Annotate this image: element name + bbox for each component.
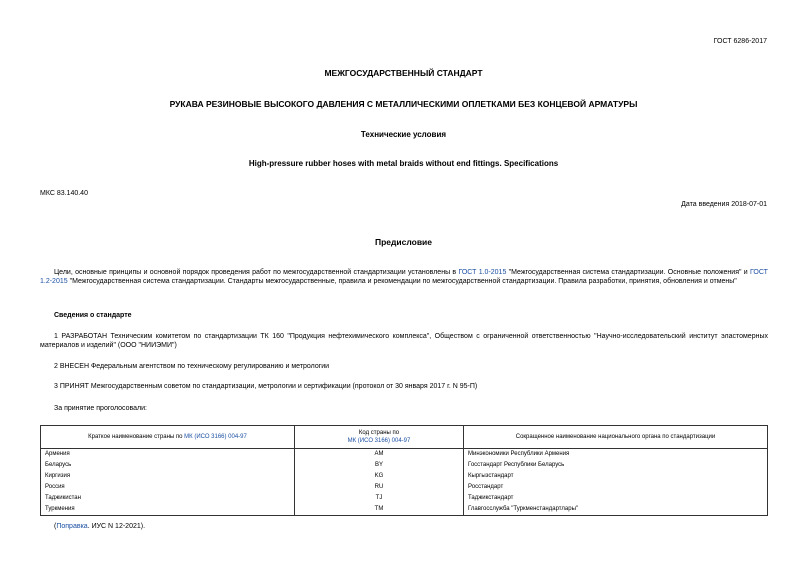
code-cell: TM	[295, 504, 464, 516]
country-cell: Беларусь	[41, 460, 295, 471]
amendment-note	[54, 522, 145, 531]
header-country-label: Краткое наименование страны по	[88, 433, 185, 440]
code-cell: RU	[295, 482, 464, 493]
code-cell: KG	[295, 471, 464, 482]
body-cell: Таджикстандарт	[464, 493, 768, 504]
title-ru: РУКАВА РЕЗИНОВЫЕ ВЫСОКОГО ДАВЛЕНИЯ С МЕТАЛЛИЧЕСКИМИ ОПЛЕТКАМИ БЕЗ КОНЦЕВОЙ АРМАТУРЫ	[169, 99, 638, 109]
doc-number: ГОСТ 6286-2017	[713, 38, 767, 45]
header-country	[41, 426, 295, 449]
header-code	[295, 426, 464, 449]
table-row	[41, 449, 768, 461]
intro-text-1: Цели, основные принципы и основной порядок проведения работ по межгосударственной стандартизации установлены в	[54, 269, 459, 276]
info-heading: Сведения о стандарте	[54, 312, 132, 319]
voting-table	[40, 425, 768, 516]
body-cell: Росстандарт	[464, 482, 768, 493]
mks-code: МКС 83.140.40	[40, 190, 88, 197]
intro-paragraph	[40, 268, 768, 287]
gost-1-2-link[interactable]: ГОСТ 1.2-2015	[40, 269, 768, 286]
amendment-rest: . ИУС N 12-2021).	[87, 523, 146, 530]
intro-date: Дата введения 2018-07-01	[681, 201, 767, 208]
mk-iso-link-1[interactable]: МК (ИСО 3166) 004-97	[184, 433, 247, 440]
foreword-heading: Предисловие	[374, 237, 433, 247]
country-cell: Туркмения	[41, 504, 295, 516]
country-cell: Таджикистан	[41, 493, 295, 504]
gost-1-0-link[interactable]: ГОСТ 1.0-2015	[458, 269, 507, 276]
header-body: Сокращенное наименование национального органа по стандартизации	[464, 426, 768, 449]
table-row	[41, 460, 768, 471]
body-cell: Кыргызстандарт	[464, 471, 768, 482]
body-cell: Минэкономики Республики Армения	[464, 449, 768, 461]
code-cell: AM	[295, 449, 464, 461]
country-cell: Армения	[41, 449, 295, 461]
country-cell: Россия	[41, 482, 295, 493]
standard-type: МЕЖГОСУДАРСТВЕННЫЙ СТАНДАРТ	[324, 68, 483, 78]
developed-paragraph: 1 РАЗРАБОТАН Техническим комитетом по стандартизации ТК 160 "Продукция нефтехимического комплекса", Обществом с ограниченной ответственностью "Научно-исследовательский институт эластомерных материалов и изделий" (ООО "НИИЭМИ")	[40, 333, 768, 350]
body-cell: Главгосслужба "Туркменстандартлары"	[464, 504, 768, 516]
voted-label: За принятие проголосовали:	[54, 405, 147, 412]
intro-text-2: "Межгосударственная система стандартизации. Основные положения" и	[506, 269, 751, 276]
body-cell: Госстандарт Республики Беларусь	[464, 460, 768, 471]
country-cell: Киргизия	[41, 471, 295, 482]
table-row	[41, 493, 768, 504]
mk-iso-link-2[interactable]: МК (ИСО 3166) 004-97	[347, 438, 411, 444]
adopted-paragraph: 3 ПРИНЯТ Межгосударственным советом по стандартизации, метрологии и сертификации (протокол от 30 января 2017 г. N 95-П)	[54, 383, 478, 390]
table-row	[41, 504, 768, 516]
code-cell: BY	[295, 460, 464, 471]
table-row	[41, 482, 768, 493]
amendment-open: (	[54, 523, 57, 530]
table-header-row	[41, 426, 768, 449]
introduced-paragraph: 2 ВНЕСЕН Федеральным агентством по техническому регулированию и метрологии	[54, 363, 330, 370]
amendment-link[interactable]: Поправка	[56, 523, 88, 530]
title-en: High-pressure rubber hoses with metal braids without end fittings. Specifications	[248, 159, 559, 168]
subtitle-ru: Технические условия	[360, 130, 447, 139]
header-code-label: Код страны по	[358, 429, 400, 436]
code-cell: TJ	[295, 493, 464, 504]
intro-text-3: "Межгосударственная система стандартизации. Стандарты межгосударственные, правила и рекомендации по межгосударственной стандартизации. Правила разработки, принятия, обновления и отмены"	[67, 278, 737, 286]
table-row	[41, 471, 768, 482]
